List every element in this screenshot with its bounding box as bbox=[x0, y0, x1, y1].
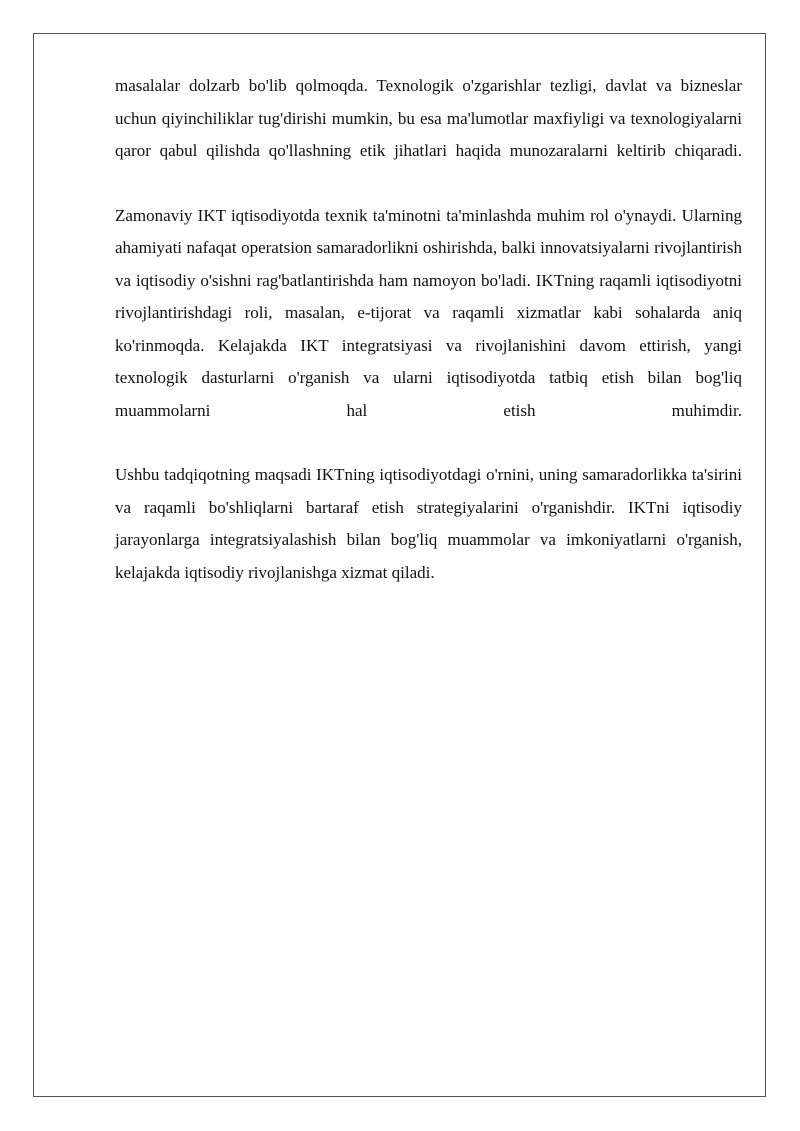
document-body bbox=[115, 70, 742, 589]
paragraph-2: Zamonaviy IKT iqtisodiyotda texnik ta'minotni ta'minlashda muhim rol o'ynaydi. Ularning ahamiyati nafaqat operatsion samaradorlikni oshirishda, balki innovatsiyalarni rivojlantirish va iqtisodiy o'sishni rag'batlantirishda ham namoyon bo'ladi. IKTning raqamli iqtisodiyotni rivojlantirishdagi roli, masalan, e-tijorat va raqamli xizmatlar kabi sohalarda aniq ko'rinmoqda. Kelajakda IKT integratsiyasi va rivojlanishini davom ettirish, yangi texnologik dasturlarni o'rganish va ularni iqtisodiyotda tatbiq etish bilan bog'liq muammolarni hal etish muhimdir. bbox=[115, 205, 742, 420]
paragraph-1: masalalar dolzarb bo'lib qolmoqda. Texnologik o'zgarishlar tezligi, davlat va bizneslar uchun qiyinchiliklar tug'dirishi mumkin, bu esa ma'lumotlar maxfiyligi va texnologiyalarni qaror qabul qilishda qo'llashning etik jihatlari haqida munozaralarni keltirib chiqaradi. bbox=[115, 76, 742, 160]
paragraph-3: Ushbu tadqiqotning maqsadi IKTning iqtisodiyotdagi o'rnini, uning samaradorlikka ta'sirini va raqamli bo'shliqlarni bartaraf etish strategiyalarini o'rganishdir. IKTni iqtisodiy jarayonlarga integratsiyalashish bilan bog'liq muammolar va imkoniyatlarni o'rganish, kelajakda iqtisodiy rivojlanishga xizmat qiladi. bbox=[115, 465, 742, 582]
